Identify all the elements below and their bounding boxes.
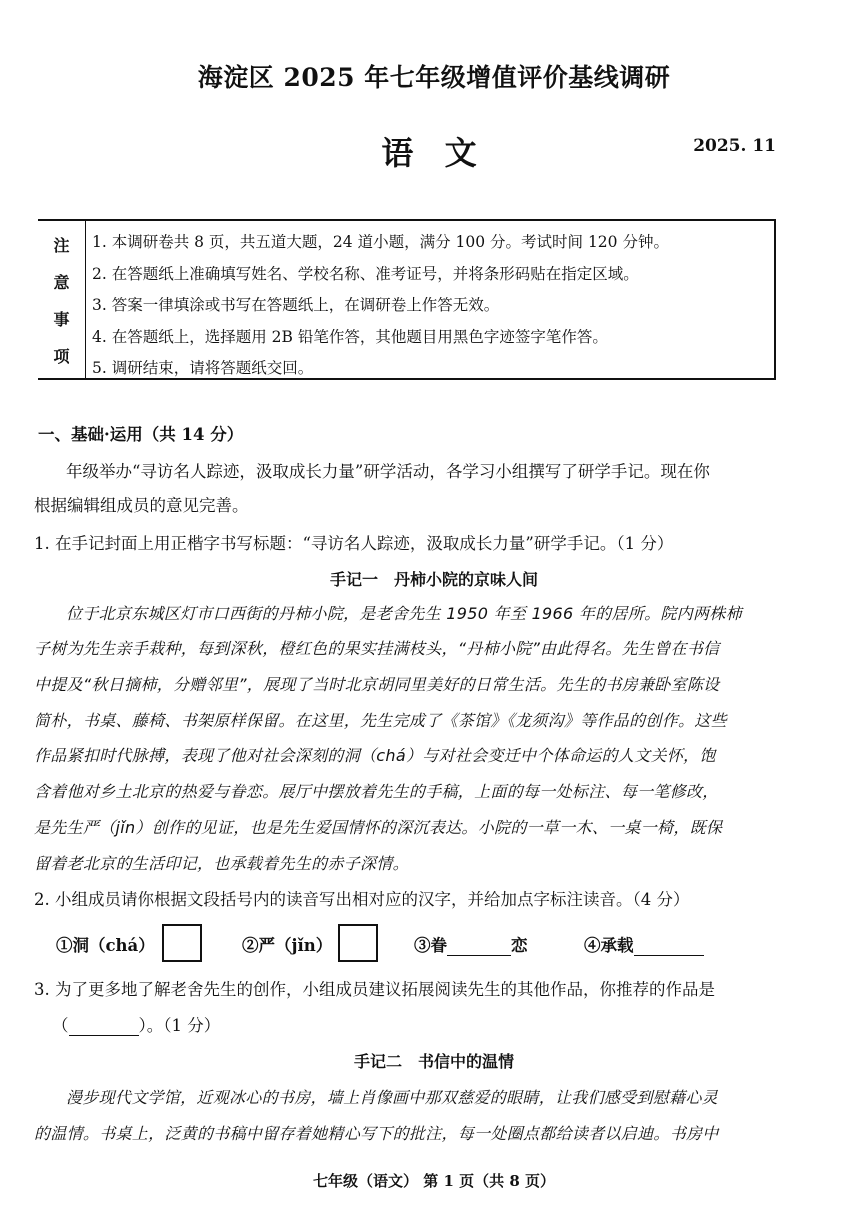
- q2-item-c-prefix: ③眷: [414, 936, 447, 955]
- note-heading: 手记二 书信中的温情: [353, 1052, 514, 1071]
- note-line: 简朴，书桌、藤椅、书架原样保留。在这里，先生完成了《茶馆》《龙须沟》等作品的创作。这些: [34, 711, 727, 730]
- notice-label-char: 注: [53, 235, 70, 255]
- notice-items: [92, 227, 669, 385]
- intro-text: 年级举办“寻访名人踪迹，汲取成长力量”研学活动，各学习小组撰写了研学手记。现在你: [66, 462, 710, 481]
- notice-label-char: 项: [53, 346, 70, 366]
- note-line: 的温情。书桌上，泛黄的书稿中留存着她精心写下的批注，每一处圈点都给读者以启迪。书房中: [34, 1124, 719, 1143]
- answer-blank[interactable]: [634, 936, 704, 956]
- q2-item-d-label: ④承载: [584, 936, 634, 955]
- notice-label-char: 意: [53, 272, 70, 292]
- answer-box[interactable]: [338, 924, 378, 962]
- note-line: 子树为先生亲手栽种，每到深秋，橙红色的果实挂满枝头，“丹柿小院”由此得名。先生曾在书信: [34, 639, 720, 658]
- section-heading: 一、基础·运用（共 14 分）: [38, 425, 244, 444]
- note-line: 位于北京东城区灯市口西街的丹柿小院，是老舍先生 1950 年至 1966 年的居所。院内两株柿: [66, 604, 742, 623]
- subject-title: 语 文: [381, 134, 487, 172]
- intro-text: 根据编辑组成员的意见完善。: [34, 496, 249, 515]
- note-line: 漫步现代文学馆，近观冰心的书房，墙上肖像画中那双慈爱的眼睛，让我们感受到慰藉心灵: [66, 1088, 719, 1107]
- notice-item: 4. 在答题纸上，选择题用 2B 铅笔作答，其他题目用黑色字迹签字笔作答。: [92, 327, 608, 346]
- page-footer: 七年级（语文） 第 1 页（共 8 页）: [313, 1172, 555, 1190]
- note-line: 是先生严（jǐn）创作的见证，也是先生爱国情怀的深沉表达。小院的一草一木、一桌一椅，既保: [34, 818, 723, 837]
- q2-answer-row: [56, 924, 756, 964]
- notice-item: 5. 调研结束，请将答题纸交回。: [92, 359, 314, 377]
- note-line: 含着他对乡土北京的热爱与眷恋。展厅中摆放着先生的手稿，上面的每一处标注、每一笔修改，: [34, 782, 719, 801]
- answer-blank[interactable]: [69, 1016, 139, 1036]
- q2-item-b: ②严（jǐn）: [242, 936, 333, 955]
- notice-item: 1. 本调研卷共 8 页，共五道大题，24 道小题，满分 100 分。考试时间 120 分钟。: [92, 233, 669, 251]
- note-line: 留着老北京的生活印记，也承载着先生的赤子深情。: [34, 854, 409, 873]
- q2-item-d: [584, 932, 704, 956]
- q3-open-paren: （: [52, 1016, 69, 1035]
- note-line: 中提及“秋日摘柿，分赠邻里”，展现了当时北京胡同里美好的日常生活。先生的书房兼卧室陈设: [34, 675, 720, 694]
- answer-box[interactable]: [162, 924, 202, 962]
- notice-box: [38, 219, 776, 380]
- question-2: 2. 小组成员请你根据文段括号内的读音写出相对应的汉字，并给加点字标注读音。（4 分）: [34, 890, 690, 909]
- note-line: 作品紧扣时代脉搏，表现了他对社会深刻的洞（chá）与对社会变迁中个体命运的人文关怀，饱: [34, 746, 716, 765]
- q3-close-paren: ）。（1 分）: [138, 1016, 221, 1035]
- question-3: 3. 为了更多地了解老舍先生的创作，小组成员建议拓展阅读先生的其他作品，你推荐的作品是: [34, 980, 715, 999]
- q2-item-c-suffix: 恋: [511, 936, 528, 955]
- note-heading: 手记一 丹柿小院的京味人间: [329, 570, 538, 589]
- notice-label: [38, 221, 86, 378]
- answer-blank[interactable]: [447, 936, 511, 956]
- question-1: 1. 在手记封面上用正楷字书写标题：“寻访名人踪迹，汲取成长力量”研学手记。（1 分）: [34, 534, 674, 553]
- q2-item-a: ①洞（chá）: [56, 936, 155, 955]
- page-title: 海淀区 2025 年七年级增值评价基线调研: [197, 63, 671, 92]
- notice-item: 2. 在答题纸上准确填写姓名、学校名称、准考证号，并将条形码贴在指定区域。: [92, 264, 639, 283]
- q2-item-c: [414, 932, 528, 956]
- question-3-answer: [52, 1012, 220, 1036]
- exam-date: 2025. 11: [693, 136, 776, 156]
- notice-item: 3. 答案一律填涂或书写在答题纸上，在调研卷上作答无效。: [92, 296, 500, 314]
- notice-label-char: 事: [53, 309, 70, 329]
